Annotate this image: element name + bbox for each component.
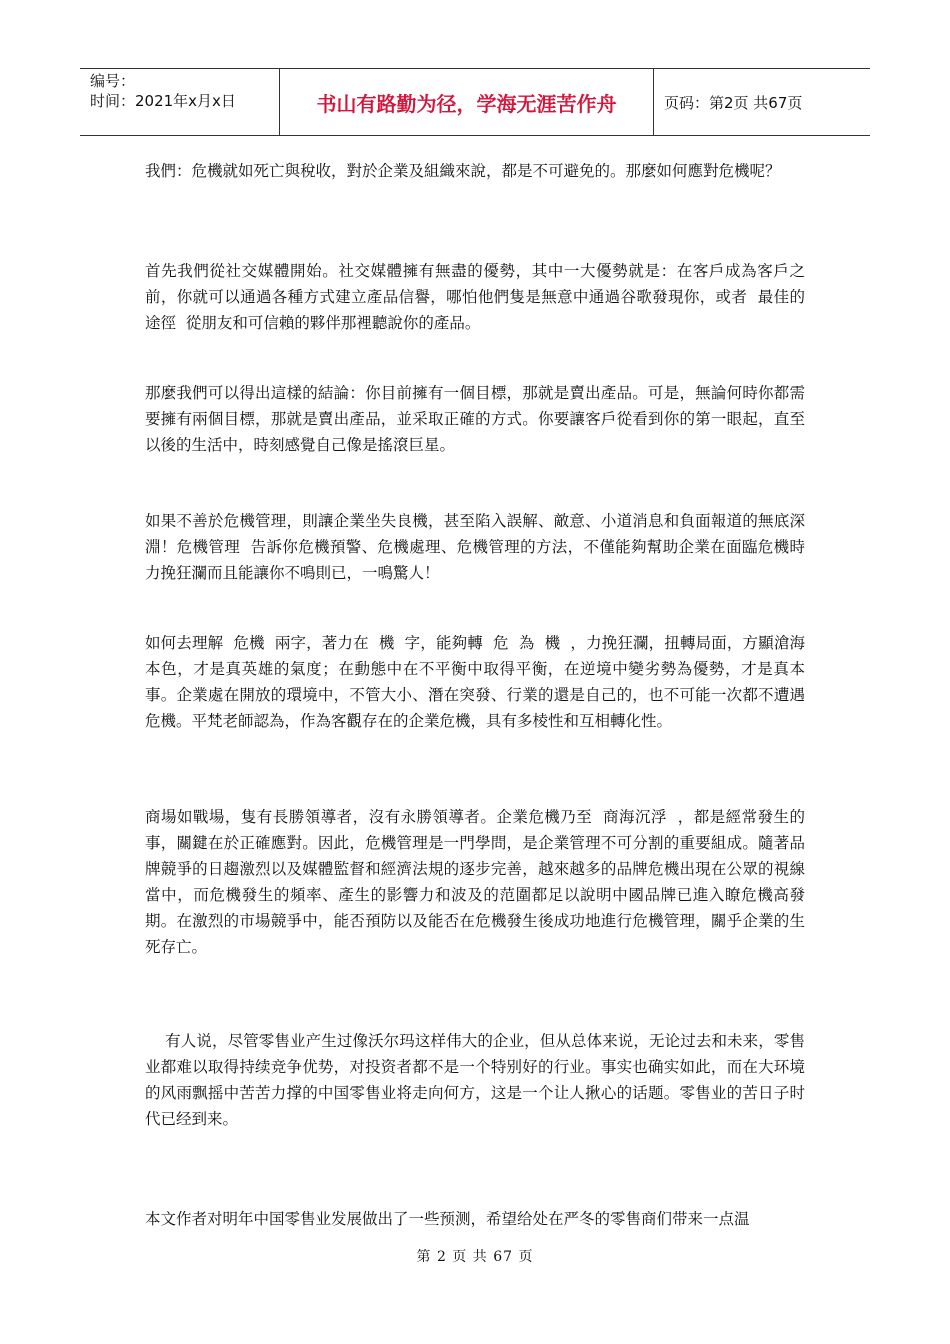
paragraph-2: 首先我們從社交媒體開始。社交媒體擁有無盡的優勢，其中一大優勢就是：在客戶成為客戶之前，你就可以通過各種方式建立產品信譽，哪怕他們隻是無意中通過谷歌發現你，或者 最佳的途徑 從朋友和可信賴的夥伴那裡聽說你的產品。 (145, 262, 805, 332)
paragraph-4: 如果不善於危機管理，則讓企業坐失良機，甚至陷入誤解、敵意、小道消息和負面報道的無底深淵！危機管理 告訴你危機預警、危機處理、危機管理的方法，不僅能夠幫助企業在面臨危機時力挽狂瀾而且能讓你不鳴則已，一鳴驚人！ (145, 512, 805, 582)
document-header (80, 68, 870, 136)
page-indicator: 页码：第2页 共67页 (664, 93, 803, 112)
number-label: 编号： (90, 72, 136, 90)
page-footer: 第 2 页 共 67 页 (416, 1249, 534, 1265)
time-label: 时间：2021年x月x日 (90, 92, 236, 110)
paragraph-1: 我們：危機就如死亡與稅收，對於企業及組織來說，都是不可避免的。那麼如何應對危機呢？ (145, 162, 781, 180)
motto: 书山有路勤为径，学海无涯苦作舟 (280, 69, 654, 135)
paragraph-7: 有人说，尽管零售业产生过像沃尔玛这样伟大的企业，但从总体来说，无论过去和未来，零售业都难以取得持续竞争优势，对投资者都不是一个特别好的行业。事实也确实如此，而在大环境的风雨飘摇中苦苦力撑的中国零售业将走向何方，这是一个让人揪心的话题。零售业的苦日子时代已经到来。 (145, 1032, 805, 1128)
paragraph-5: 如何去理解 危機 兩字，著力在 機 字，能夠轉 危 為 機 ，力挽狂瀾，扭轉局面，方顯滄海本色，才是真英雄的氣度；在動態中在不平衡中取得平衡，在逆境中變劣勢為優勢，才是真本事。企業處在開放的環境中，不管大小、潛在突發、行業的還是自己的，也不可能一次都不遭遇危機。平梵老師認為，作為客觀存在的企業危機，具有多棱性和互相轉化性。 (145, 634, 805, 730)
paragraph-6: 商場如戰場，隻有長勝領導者，沒有永勝領導者。企業危機乃至 商海沉浮 ，都是經常發生的事，關鍵在於正確應對。因此，危機管理是一門學問，是企業管理不可分割的重要組成。隨著品牌競爭的日趨激烈以及媒體監督和經濟法規的逐步完善，越來越多的品牌危機出現在公眾的視線當中，而危機發生的頻率、產生的影響力和波及的范圍都足以說明中國品牌已進入瞭危機高發期。在激烈的市場競爭中，能否預防以及能否在危機發生後成功地進行危機管理，關乎企業的生死存亡。 (145, 808, 805, 956)
paragraph-8: 本文作者对明年中国零售业发展做出了一些预测，希望给处在严冬的零售商们带来一点温 (145, 1210, 750, 1228)
header-meta-cell (80, 69, 280, 135)
paragraph-3: 那麼我們可以得出這樣的結論：你目前擁有一個目標，那就是賣出產品。可是，無論何時你都需要擁有兩個目標，那就是賣出產品，並采取正確的方式。你要讓客戶從看到你的第一眼起，直至以後的生活中，時刻感覺自己像是搖滾巨星。 (145, 384, 805, 454)
